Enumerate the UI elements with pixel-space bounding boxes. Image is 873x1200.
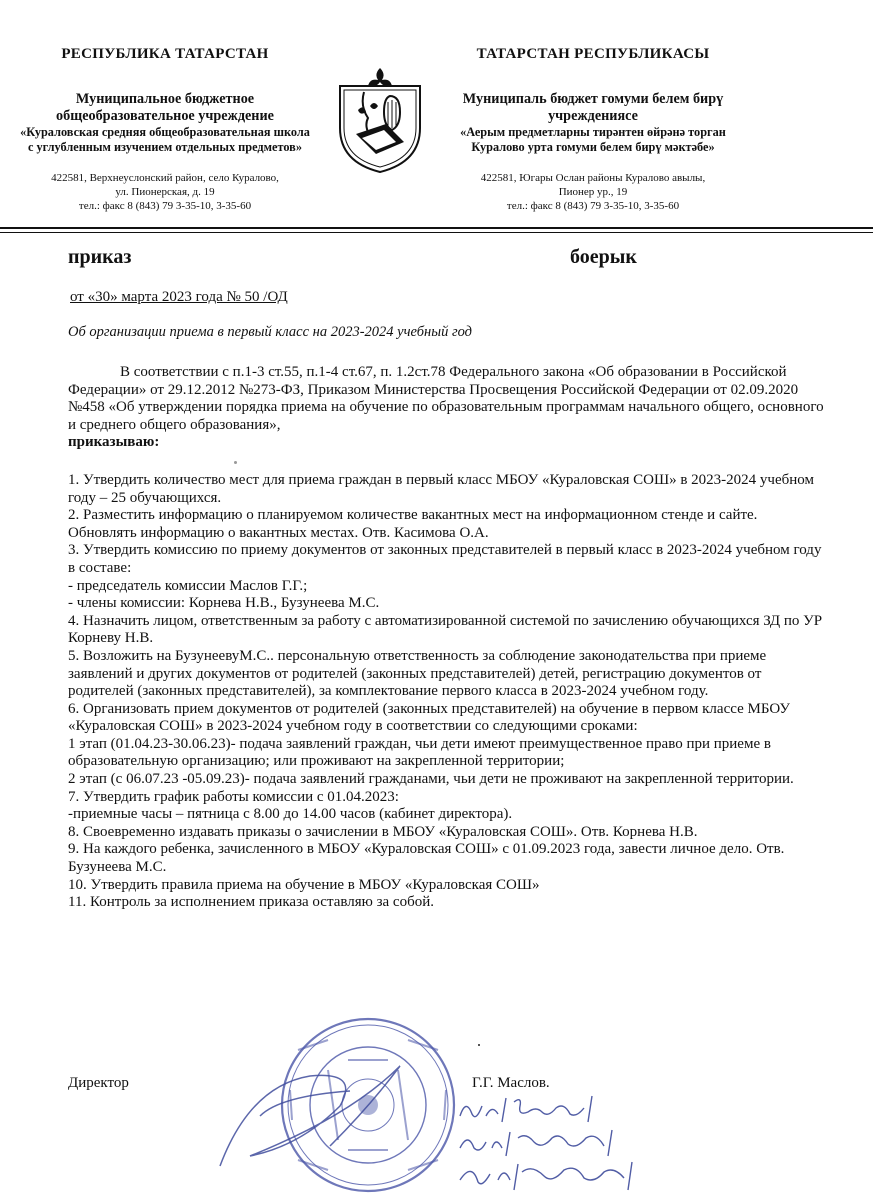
order-item: -приемные часы – пятница с 8.00 до 14.00 часов (кабинет директора). bbox=[68, 806, 513, 823]
scan-speck bbox=[478, 1044, 480, 1046]
header-right-addr-line2: Пионер ур., 19 bbox=[558, 186, 628, 198]
order-item: 2 этап (с 06.07.23 -05.09.23)- подача заявлений гражданами, чьи дети не проживают на закрепленной территории. bbox=[68, 771, 794, 788]
order-item: 1 этап (01.04.23-30.06.23)- подача заявлений граждан, чьи дети имеют преимущественное право при приеме в образовательную организацию; или проживают на закрепленной территории; bbox=[68, 735, 771, 770]
header-left-addr-line1: 422581, Верхнеуслонский район, село Куралово, bbox=[51, 172, 279, 184]
order-item: 11. Контроль за исполнением приказа оставляю за собой. bbox=[68, 894, 434, 911]
order-word: приказываю: bbox=[68, 434, 160, 451]
header-right-org-line1: Муниципаль бюджет гомуми белем бирү bbox=[462, 91, 724, 107]
order-item: 7. Утвердить график работы комиссии с 01.04.2023: bbox=[68, 788, 399, 805]
director-signature bbox=[100, 1046, 420, 1176]
header-right bbox=[428, 46, 758, 213]
header-divider-thin bbox=[0, 232, 873, 233]
header-right-org-line2: учреждениясе bbox=[548, 108, 638, 124]
header-right-country: ТАТАРСТАН РЕСПУБЛИКАСЫ bbox=[476, 46, 710, 62]
order-item: 2. Разместить информацию о планируемом количестве вакантных мест на информационном стенде и сайте. Обновлять информацию о вакантных местах. Отв. Касимова О.А. bbox=[68, 507, 758, 541]
order-item: - председатель комиссии Маслов Г.Г.; bbox=[68, 577, 308, 594]
header-right-org-line4: Куралово урта гомуми белем бирү мәктәбе» bbox=[471, 140, 715, 154]
order-subject: Об организации приема в первый класс на 2023-2024 учебный год bbox=[68, 324, 472, 340]
header-left-org-line2: общеобразовательное учреждение bbox=[56, 108, 274, 124]
doc-type-ru: приказ bbox=[68, 246, 132, 268]
header-left-org bbox=[0, 91, 330, 125]
header-left-country: РЕСПУБЛИКА ТАТАРСТАН bbox=[61, 46, 269, 62]
order-item: 6. Организовать прием документов от родителей (законных представителей) на обучение в первом классе МБОУ «Кураловская СОШ» в 2023-2024 учебном году в соответствии со следующими сроками: bbox=[68, 700, 790, 735]
order-item: 9. На каждого ребенка, зачисленного в МБОУ «Кураловская СОШ» с 01.09.2023 года, завести личное дело. Отв. Бузунеева М.С. bbox=[68, 841, 785, 876]
header-divider-thick bbox=[0, 227, 873, 229]
order-item: 5. Возложить на БузунеевуМ.С.. персональную ответственность за соблюдение законодательства при приеме заявлений и других документов от родителей (законных представителей) детей, регистрацию документов от родителей (законных представителей), за комплектование первого класса в 2023-2024 учебном году. bbox=[68, 647, 767, 700]
header-right-org bbox=[428, 91, 758, 125]
header-left-addr-line3: тел.: факс 8 (843) 79 3-35-10, 3-35-60 bbox=[78, 200, 252, 212]
doc-type-tt: боерык bbox=[570, 246, 637, 268]
signatory-title: Директор bbox=[68, 1075, 129, 1091]
header-left-org-line3: «Кураловская средняя общеобразовательная школа bbox=[20, 125, 310, 139]
order-item: 1. Утвердить количество мест для приема граждан в первый класс МБОУ «Кураловская СОШ» в 2023-2024 учебном году – 25 обучающихся. bbox=[68, 471, 814, 506]
order-item: 3. Утвердить комиссию по приему документов от законных представителей в первый класс в 2023-2024 учебном году в составе: bbox=[68, 542, 822, 576]
order-date-number: от «30» марта 2023 года № 50 /ОД bbox=[70, 289, 288, 305]
order-item: 10. Утвердить правила приема на обучение в МБОУ «Кураловская СОШ» bbox=[68, 876, 540, 893]
header-left-addr-line2: ул. Пионерская, д. 19 bbox=[115, 186, 215, 198]
header-left bbox=[0, 46, 330, 213]
header-right-addr-line3: тел.: факс 8 (843) 79 3-35-10, 3-35-60 bbox=[506, 200, 680, 212]
school-emblem-icon bbox=[334, 66, 426, 174]
header-left-org-line1: Муниципальное бюджетное bbox=[75, 91, 255, 107]
acknowledgement-signatures bbox=[452, 1092, 732, 1196]
order-item: 8. Своевременно издавать приказы о зачислении в МБОУ «Кураловская СОШ». Отв. Корнева Н.В. bbox=[68, 823, 698, 840]
header-right-addr-line1: 422581, Югары Ослан районы Куралово авылы, bbox=[480, 172, 706, 184]
header-left-org-line4: с углубленным изучением отдельных предметов» bbox=[28, 140, 302, 154]
intro-paragraph: В соответствии с п.1-3 ст.55, п.1-4 ст.67, п. 1.2ст.78 Федерального закона «Об образовании в Российской Федерации» от 29.12.2012 №273-ФЗ, Приказом Министерства Просвещения Российской Федерации от 02.09.2020 №458 «Об утверждении порядка приема на обучение по образовательным программам начального общего, основного и среднего общего образования», bbox=[68, 364, 824, 433]
signatory-name: Г.Г. Маслов. bbox=[472, 1075, 550, 1091]
order-item: 4. Назначить лицом, ответственным за работу с автоматизированной системой по зачислению обучающихся ЗД по УР Корневу Н.В. bbox=[68, 612, 823, 647]
header-right-address bbox=[428, 171, 758, 213]
header-left-address bbox=[0, 171, 330, 213]
order-items bbox=[68, 472, 828, 912]
order-item: - члены комиссии: Корнева Н.В., Бузунеева М.С. bbox=[68, 595, 380, 612]
header-right-org-line3: «Аерым предметларны тирәнтен өйрәнә торган bbox=[460, 125, 726, 139]
order-body bbox=[68, 364, 828, 912]
